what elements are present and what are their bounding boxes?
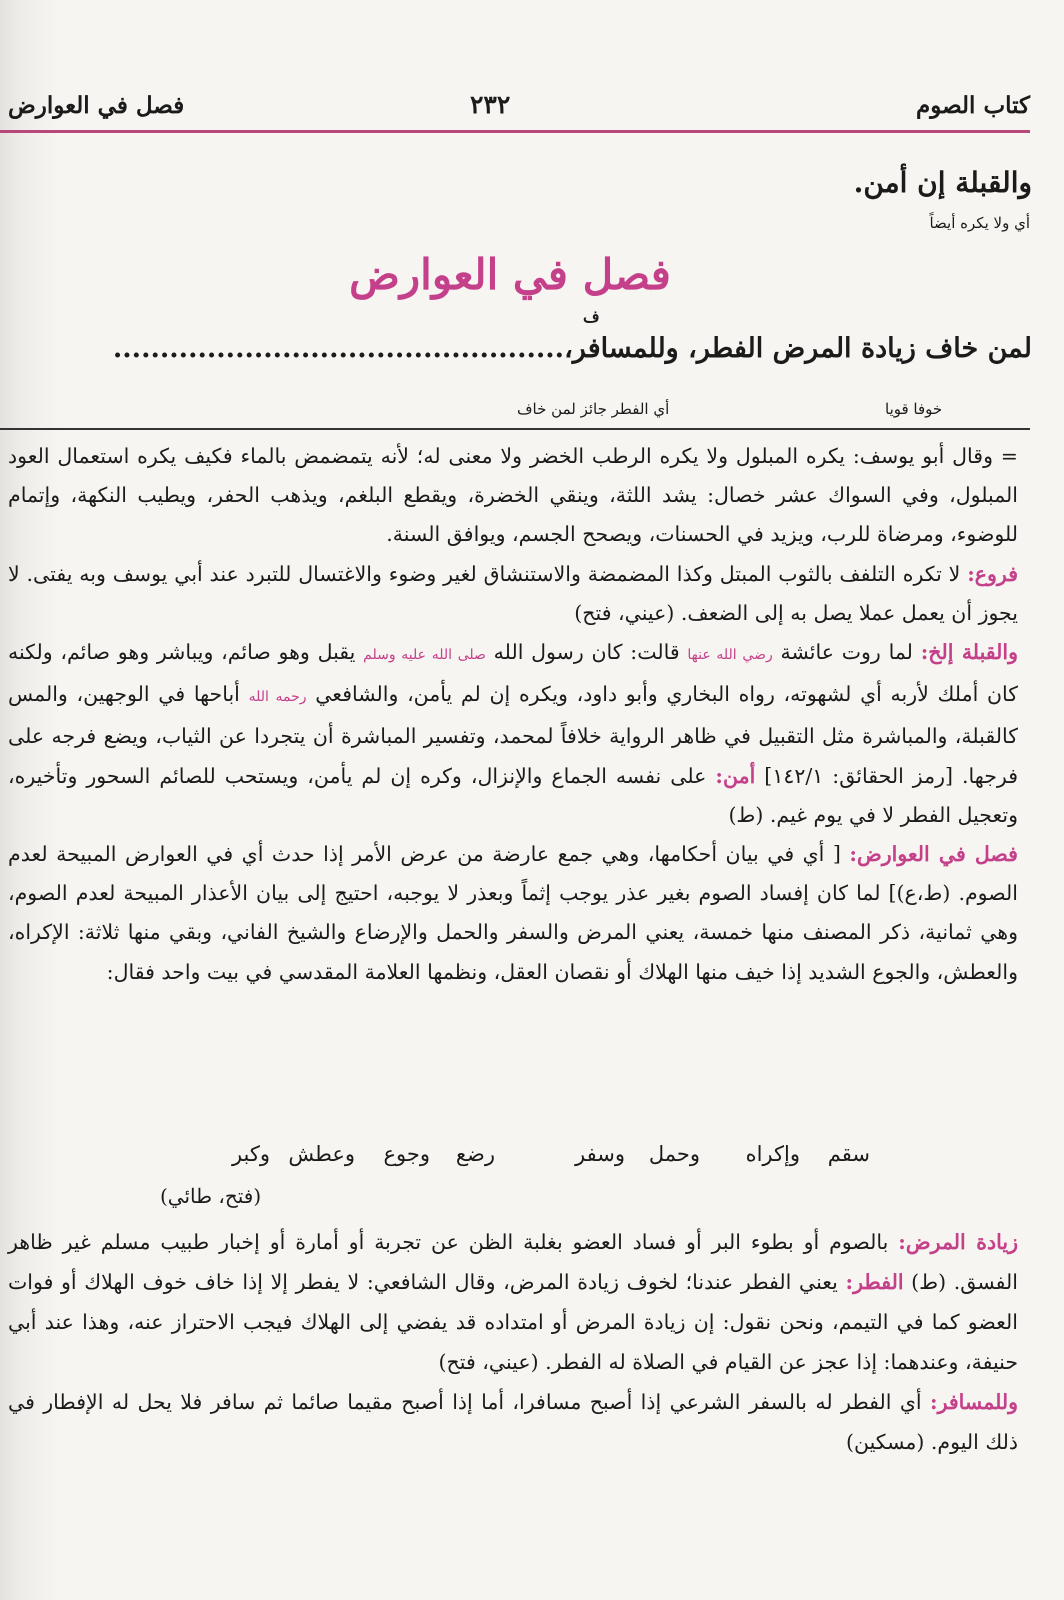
commentary-text: أي الفطر له بالسفر الشرعي إذا أصبح مسافرا، أما إذا أصبح مقيما صائما ثم سافر فلا يحل له الإفطار في ذلك اليوم. (مسكين) (8, 1390, 1018, 1454)
commentary-paragraph-1: = وقال أبو يوسف: يكره المبلول ولا يكره الرطب الخضر ولا معنى له؛ لأنه يتمضمض بالماء فكيف يكره استعمال العود المبلول، وفي السواك عشر خصال: يشد اللثة، وينقي الخضرة، ويقطع البلغم، ويذهب الحفر، ويطيب النكهة، وإتمام للوضوء، ومرضاة للرب، ويزيد في الحسنات، ويصحح الجسم، ويوافق السنة. (8, 444, 1018, 547)
header-book-title: كتاب الصوم (915, 92, 1030, 119)
commentary-text: [ أي في بيان أحكامها، وهي جمع عارضة من عرض الأمر إذا حدث أي في العوارض المبيحة لعدم الصوم. (ط،ع)] لما كان إفساد الصوم بغير عذر يوجب إثماً وبعذر لا يوجبه، احتيج إلى بيان الأعذار المبيحة لعدم الصوم، وهي ثمانية، ذكر المصنف منها خمسة، يعني المرض والسفر والحمل والإرضاع والشيخ الفاني، وبقي منها ثلاثة: الإكراه، والعطش، والجوع الشديد إذا خيف منها الهلاك أو نقصان العقل، ونظمها العلامة المقدسي في بيت واحد فقال: (8, 842, 1018, 984)
commentary-keyword: أمن: (715, 763, 756, 788)
commentary-keyword: وللمسافر: (930, 1390, 1018, 1414)
commentary-text: بالصوم أو بطوء البر أو فساد العضو بغلبة الظن عن تجربة أو أمارة أو إخبار طبيب مسلم غير ظاهر الفسق. (ط) (8, 1230, 1018, 1294)
page-number: ٢٣٢ (470, 90, 511, 119)
commentary-text: لما روت عائشة (772, 640, 921, 665)
matn-line-2-dots: ................................................ (112, 333, 565, 364)
poem-word: رضع (455, 1142, 495, 1166)
commentary-paragraph-2 (8, 555, 1018, 633)
commentary-text: على نفسه الجماع والإنزال، وكره إن لم يأمن، ويستحب للصائم السحور وتأخيره، وتعجيل الفطر لا في يوم غيم. (ط) (8, 763, 1018, 827)
poem-word: وعطش (288, 1142, 355, 1166)
commentary-paragraph-4 (8, 835, 1018, 992)
header-section-title: فصل في العوارض (8, 92, 185, 119)
poem-citation: (فتح، طائي) (160, 1184, 262, 1208)
honorific-glyph: رحمه الله (248, 689, 307, 706)
poem-verse (150, 1142, 870, 1186)
poem-word: سقم (827, 1142, 870, 1166)
commentary-keyword: فروع: (967, 561, 1018, 586)
commentary-block-2 (8, 1222, 1018, 1462)
commentary-block (8, 437, 1018, 992)
running-header (0, 86, 1030, 130)
poem-word: وجوع (383, 1142, 430, 1166)
matn-line-2-text: لمن خاف زيادة المرض الفطر، وللمسافر، (564, 333, 1032, 364)
commentary-text: يعني الفطر عندنا؛ لخوف زيادة المرض، وقال الشافعي: لا يفطر إلا إذا خاف خوف الهلاك أو فوات العضو كما في التيمم، ونحن نقول: إن زيادة المرض أو امتداده قد يفضي إلى الهلاك فيجب الاحتراز عنه، وهذا عند أبي حنيفة، وعندهما: إذا عجز عن القيام في الصلاة له الفطر. (عيني، فتح) (8, 1270, 1018, 1374)
commentary-text: قالت: كان رسول الله (485, 640, 688, 665)
matn-line-1: والقبلة إن أمن. (853, 166, 1032, 199)
commentary-keyword: فصل في العوارض: (849, 842, 1018, 867)
matn-commentary-separator (0, 428, 1030, 430)
commentary-paragraph-6 (8, 1382, 1018, 1462)
header-rule (0, 130, 1030, 133)
commentary-keyword: والقبلة إلخ: (920, 640, 1018, 665)
commentary-keyword: الفطر: (845, 1270, 904, 1294)
poem-word: وحمل (648, 1142, 700, 1166)
section-heading: فصل في العوارض (349, 250, 671, 299)
commentary-keyword: زيادة المرض: (898, 1230, 1018, 1254)
honorific-glyph: صلى الله عليه وسلم (363, 647, 486, 664)
poem-word: وسفر (575, 1142, 625, 1166)
commentary-paragraph-3 (8, 633, 1018, 835)
gloss-line-2b: أي الفطر جائز لمن خاف (517, 400, 670, 418)
gloss-line-1: أي ولا يكره أيضاً (929, 214, 1030, 232)
matn-interlinear-mark: ف (583, 307, 600, 326)
honorific-glyph: رضي الله عنها (687, 647, 773, 664)
gloss-line-2a: خوفا قويا (885, 400, 943, 418)
commentary-text: أباحها في الوجهين، والمس كالقبلة، والمباشرة مثل التقبيل في ظاهر الرواية خلافاً لمحمد، وتفسير المباشرة أن يتجردا عن الثياب، ويضع فرجه على فرجها. [رمز الحقائق: ١٤٢/١] (8, 682, 1019, 788)
commentary-paragraph-5 (8, 1222, 1018, 1382)
commentary-text: لا تكره التلفف بالثوب المبتل وكذا المضمضة والاستنشاق لغير وضوء والاغتسال للتبرد عند أبي يوسف وبه يفتى. لا يجوز أن يعمل عملا يصل به إلى الضعف. (عيني، فتح) (8, 561, 1018, 625)
matn-line-2 (113, 333, 1032, 364)
commentary-text: يقبل وهو صائم، ويباشر وهو صائم، ولكنه كان أملك لأربه أي لشهوته، رواه البخاري وأبو داود، ويكره إن لم يأمن، والشافعي (8, 640, 1019, 707)
poem-word: وكبر (231, 1142, 270, 1166)
poem-word: وإكراه (745, 1142, 800, 1166)
